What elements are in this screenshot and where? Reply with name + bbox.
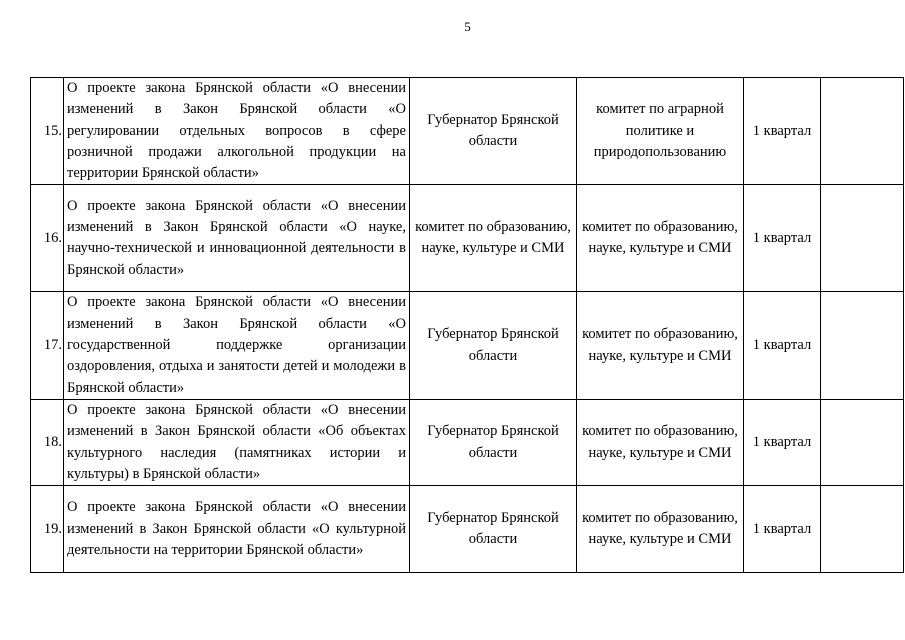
initiator-cell: Губернатор Брянской области: [410, 292, 577, 399]
row-number: 16.: [31, 185, 64, 292]
term-cell: 1 квартал: [744, 292, 821, 399]
legislative-plan-table: [30, 77, 904, 573]
table-row: [31, 399, 904, 485]
responsible-committee-cell: комитет по аграрной политике и природопользованию: [577, 78, 744, 185]
responsible-committee-cell: комитет по образованию, науке, культуре и СМИ: [577, 292, 744, 399]
responsible-committee-cell: комитет по образованию, науке, культуре и СМИ: [577, 486, 744, 573]
note-cell: [821, 292, 904, 399]
initiator-cell: Губернатор Брянской области: [410, 399, 577, 485]
table-row: [31, 185, 904, 292]
page-number: 5: [464, 19, 471, 34]
row-number: 19.: [31, 486, 64, 573]
bill-title: О проекте закона Брянской области «О внесении изменений в Закон Брянской области «О регулировании отдельных вопросов в сфере розничной продажи алкогольной продукции на территории Брянской области»: [64, 78, 410, 185]
note-cell: [821, 399, 904, 485]
term-cell: 1 квартал: [744, 78, 821, 185]
table-row: [31, 486, 904, 573]
row-number: 18.: [31, 399, 64, 485]
initiator-cell: комитет по образованию, науке, культуре и СМИ: [410, 185, 577, 292]
note-cell: [821, 185, 904, 292]
initiator-cell: Губернатор Брянской области: [410, 78, 577, 185]
table-row: [31, 78, 904, 185]
term-cell: 1 квартал: [744, 185, 821, 292]
term-cell: 1 квартал: [744, 486, 821, 573]
term-cell: 1 квартал: [744, 399, 821, 485]
table-row: [31, 292, 904, 399]
note-cell: [821, 78, 904, 185]
row-number: 15.: [31, 78, 64, 185]
note-cell: [821, 486, 904, 573]
bill-title: О проекте закона Брянской области «О внесении изменений в Закон Брянской области «Об объектах культурного наследия (памятниках истории и культуры) в Брянской области»: [64, 399, 410, 485]
initiator-cell: Губернатор Брянской области: [410, 486, 577, 573]
bill-title: О проекте закона Брянской области «О внесении изменений в Закон Брянской области «О государственной поддержке организации оздоровления, отдыха и занятости детей и молодежи в Брянской области»: [64, 292, 410, 399]
responsible-committee-cell: комитет по образованию, науке, культуре и СМИ: [577, 185, 744, 292]
responsible-committee-cell: комитет по образованию, науке, культуре и СМИ: [577, 399, 744, 485]
bill-title: О проекте закона Брянской области «О внесении изменений в Закон Брянской области «О культурной деятельности на территории Брянской области»: [64, 486, 410, 573]
row-number: 17.: [31, 292, 64, 399]
bill-title: О проекте закона Брянской области «О внесении изменений в Закон Брянской области «О науке, научно-технической и инновационной деятельности в Брянской области»: [64, 185, 410, 292]
